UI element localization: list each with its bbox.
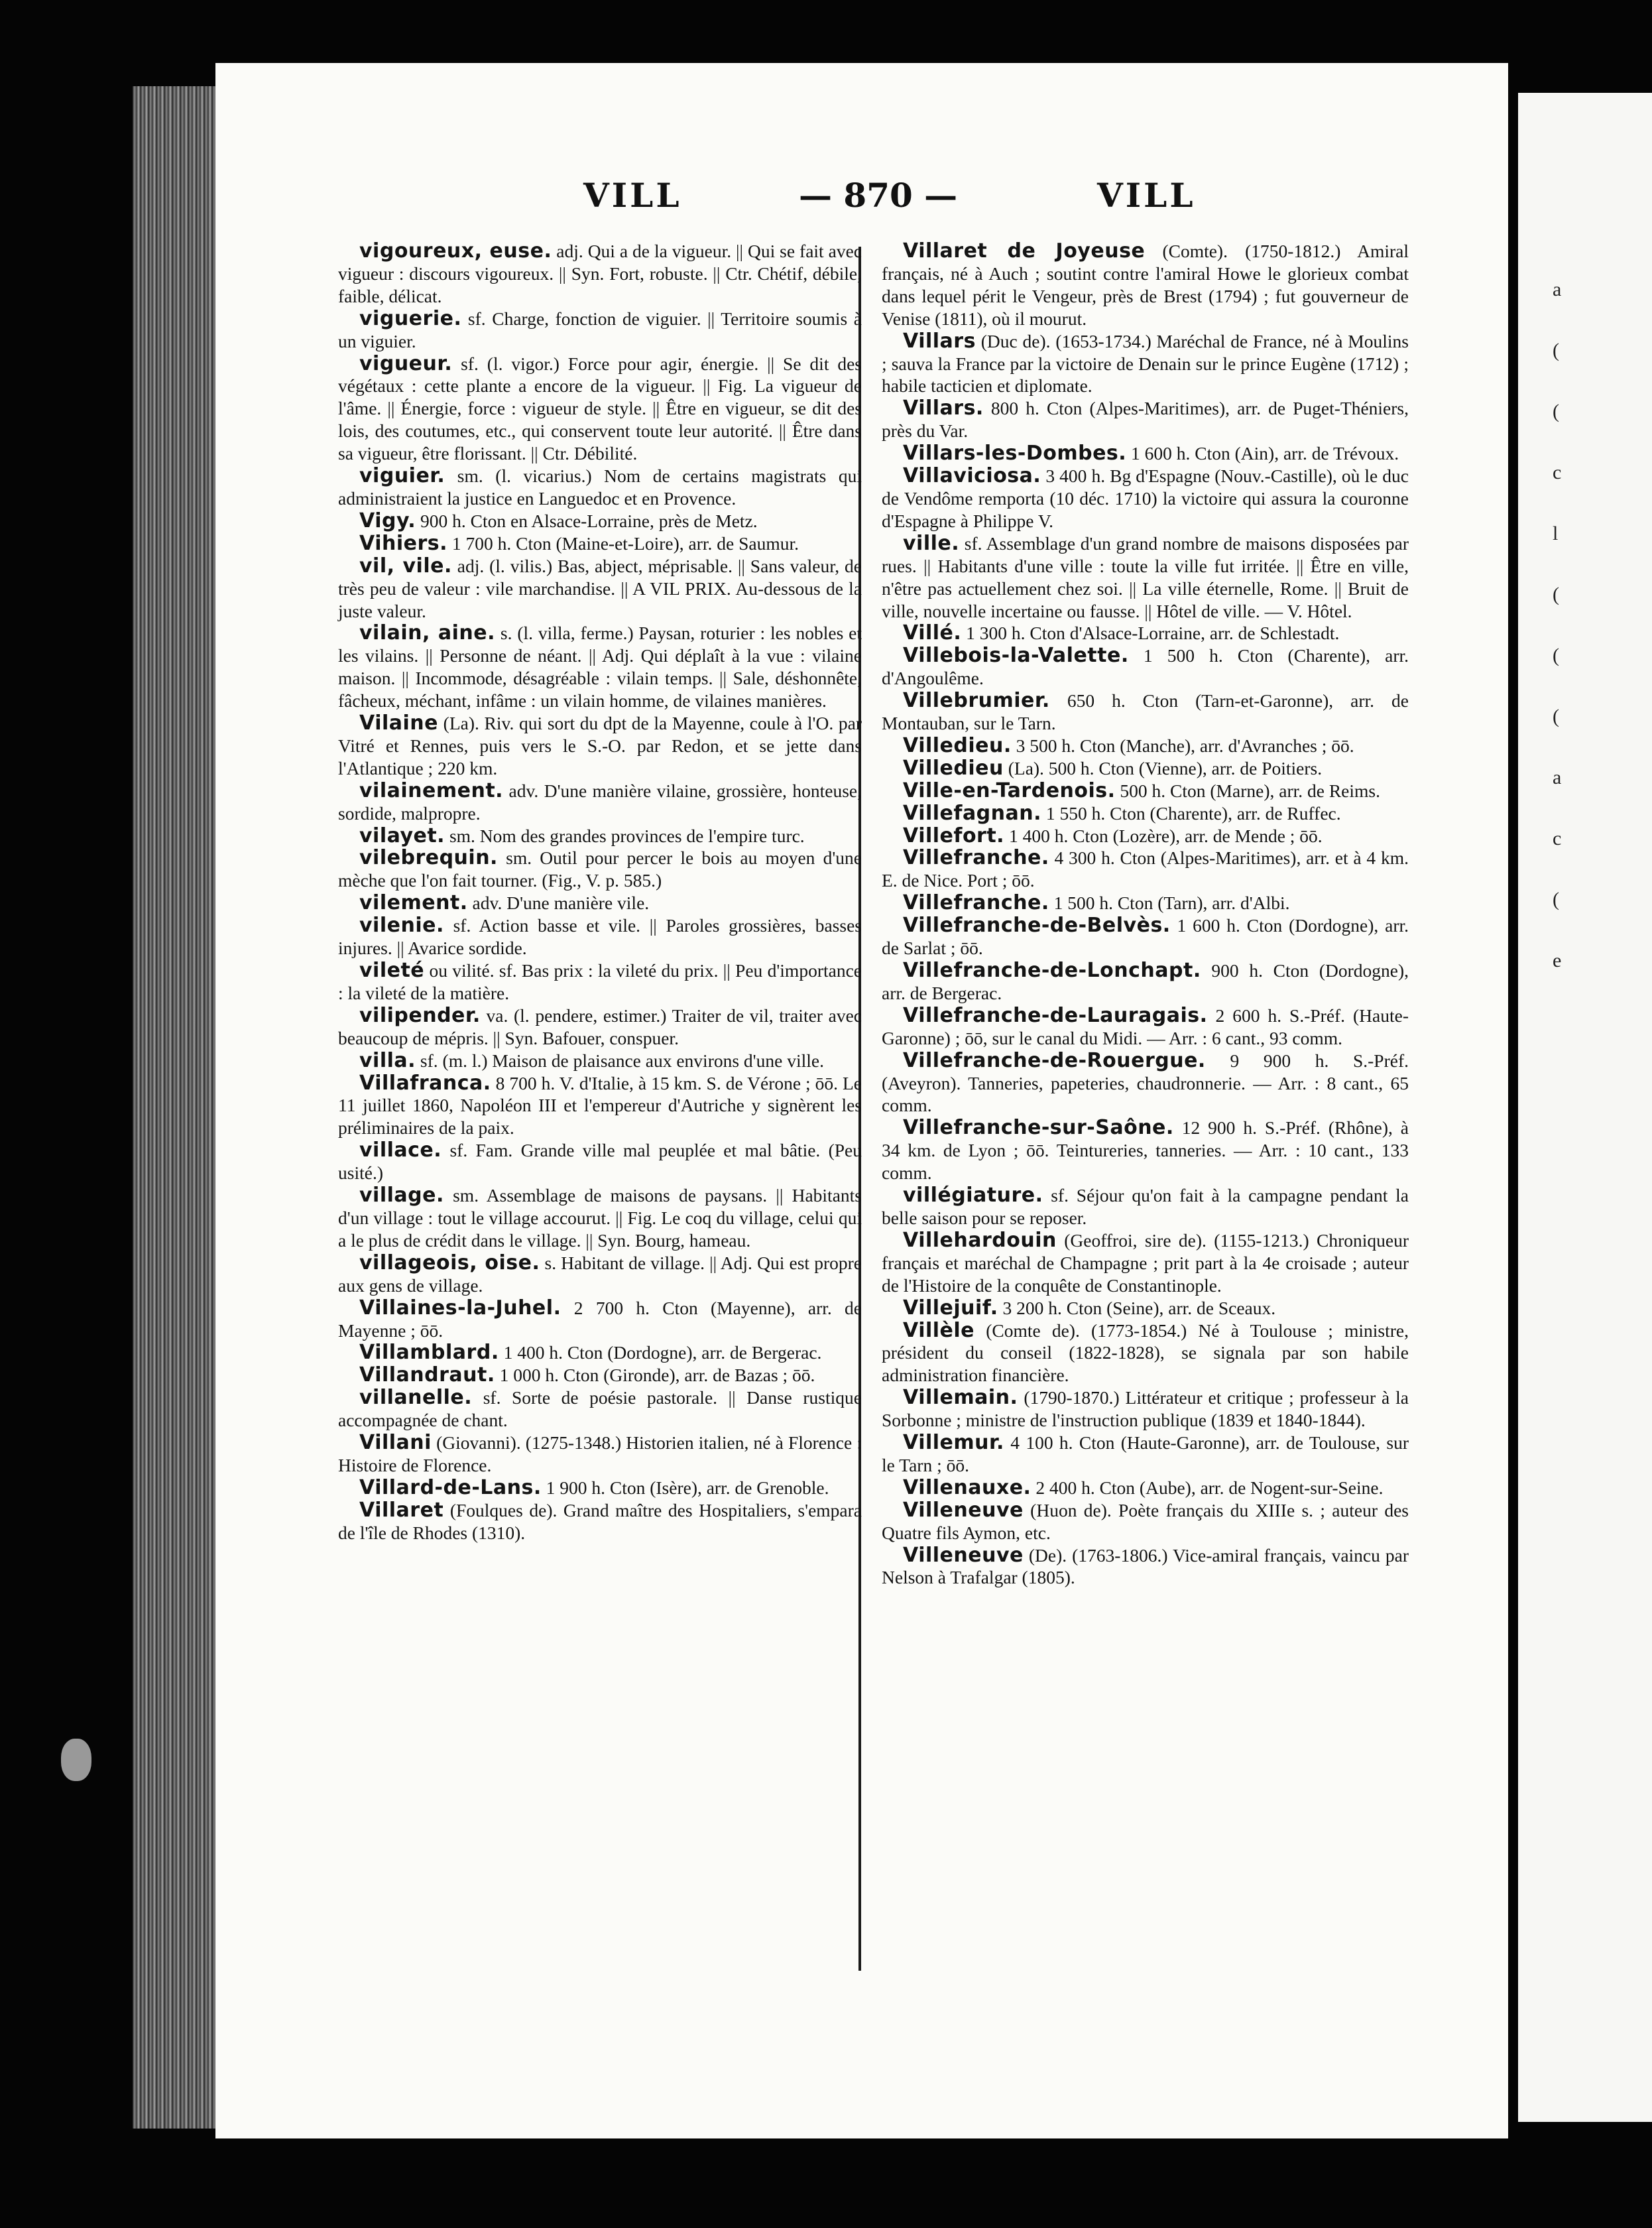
entry-headword: Vihiers. bbox=[359, 531, 448, 555]
dictionary-entry bbox=[882, 1432, 1409, 1477]
dictionary-entry bbox=[338, 712, 862, 780]
entry-headword: Villejuif. bbox=[903, 1296, 998, 1320]
dictionary-entry bbox=[338, 555, 862, 623]
dictionary-entry bbox=[882, 532, 1409, 623]
page-number: — 870 — bbox=[799, 176, 958, 215]
entry-headword: Villefranche. bbox=[903, 891, 1049, 915]
entry-headword: Ville-en-Tardenois. bbox=[903, 778, 1116, 802]
entry-definition: 9 900 h. S.-Préf. (Aveyron). Tanneries, papeteries, chaudronnerie. — Arr. : 8 cant., 65 comm. bbox=[882, 1050, 1409, 1116]
entry-definition: 1 300 h. Cton d'Alsace-Lorraine, arr. de Schlestadt. bbox=[961, 623, 1340, 644]
entry-definition: 1 000 h. Cton (Gironde), arr. de Bazas ; ōō. bbox=[495, 1365, 815, 1386]
entry-headword: vilement. bbox=[359, 891, 468, 915]
entry-definition: (Huon de). Poète français du XIIIe s. ; auteur des Quatre fils Aymon, etc. bbox=[882, 1499, 1409, 1543]
entry-headword: vilayet. bbox=[359, 824, 445, 847]
entry-headword: vilebrequin. bbox=[359, 846, 498, 870]
entry-definition: 1 700 h. Cton (Maine-et-Loire), arr. de Saumur. bbox=[447, 532, 799, 554]
entry-headword: Villard-de-Lans. bbox=[359, 1475, 542, 1499]
dictionary-entry bbox=[882, 1297, 1409, 1320]
entry-headword: villace. bbox=[359, 1139, 442, 1162]
entry-definition: 900 h. Cton en Alsace-Lorraine, près de Metz. bbox=[416, 510, 758, 531]
entry-definition: 2 600 h. S.-Préf. (Haute-Garonne) ; ōō, sur le canal du Midi. — Arr. : 6 cant., 93 comm. bbox=[882, 1005, 1409, 1048]
dictionary-entry bbox=[338, 308, 862, 353]
entry-headword: vileté bbox=[359, 959, 425, 982]
dictionary-entry bbox=[338, 1072, 862, 1140]
entry-headword: Villaines-la-Juhel. bbox=[359, 1296, 561, 1320]
facing-page-fragment: ( bbox=[1553, 706, 1559, 727]
dictionary-entry bbox=[882, 1184, 1409, 1229]
entry-headword: Vilaine bbox=[359, 712, 438, 735]
entry-headword: Villefranche. bbox=[903, 846, 1049, 870]
dictionary-entry bbox=[338, 1364, 862, 1387]
dictionary-entry bbox=[882, 397, 1409, 442]
entry-definition: 500 h. Cton (Marne), arr. de Reims. bbox=[1115, 780, 1380, 801]
running-head-right: VILL bbox=[1097, 176, 1196, 215]
dictionary-entry bbox=[338, 1252, 862, 1297]
entry-headword: Villaret de Joyeuse bbox=[903, 239, 1146, 263]
dictionary-entry bbox=[882, 914, 1409, 959]
entry-headword: Villefranche-de-Rouergue. bbox=[903, 1048, 1206, 1072]
entry-definition: 4 300 h. Cton (Alpes-Maritimes), arr. et à 4 km. E. de Nice. Port ; ōō. bbox=[882, 847, 1409, 891]
dictionary-entry bbox=[338, 240, 862, 308]
entry-definition: sf. Charge, fonction de viguier. || Territoire soumis à un viguier. bbox=[338, 308, 862, 351]
entry-definition: sf. Sorte de poésie pastorale. || Danse rustique accompagnée de chant. bbox=[338, 1387, 862, 1431]
facing-page-fragment: l bbox=[1553, 523, 1559, 544]
entry-headword: Villafranca. bbox=[359, 1071, 491, 1095]
entry-definition: (De). (1763-1806.) Vice-amiral français, vaincu par Nelson à Trafalgar (1805). bbox=[882, 1544, 1409, 1588]
dictionary-entry bbox=[882, 1005, 1409, 1050]
entry-headword: Villaret bbox=[359, 1498, 444, 1522]
entry-definition: sf. Assemblage d'un grand nombre de maisons disposées par rues. || Habitants d'une ville : toute la ville fut irritée. || Être en ville, n'être pas actuellement chez soi. || La ville éternelle, Rome. || Bruit de ville, nouvelle incertaine ou fausse. || Hôtel de ville. — V. Hôtel. bbox=[882, 532, 1409, 621]
entry-headword: Villeneuve bbox=[903, 1498, 1024, 1522]
entry-headword: Villé. bbox=[903, 621, 962, 645]
dictionary-entry bbox=[882, 959, 1409, 1005]
entry-headword: Villemain. bbox=[903, 1386, 1018, 1410]
entry-headword: villanelle. bbox=[359, 1386, 473, 1410]
dictionary-entry bbox=[338, 1499, 862, 1544]
dictionary-entry bbox=[338, 622, 862, 712]
entry-definition: sf. Fam. Grande ville mal peuplée et mal bâtie. (Peu usité.) bbox=[338, 1140, 862, 1184]
entry-definition: 12 900 h. S.-Préf. (Rhône), à 34 km. de Lyon ; ōō. Teintureries, tanneries. — Arr. : 10 cant., 133 comm. bbox=[882, 1117, 1409, 1184]
entry-headword: vil, vile. bbox=[359, 554, 452, 578]
facing-page-fragment: a bbox=[1553, 767, 1562, 788]
facing-page-fragment: c bbox=[1553, 828, 1562, 849]
entry-headword: Villefranche-sur-Saône. bbox=[903, 1116, 1174, 1140]
entry-definition: sf. (l. vigor.) Force pour agir, énergie. || Se dit des végétaux : cette plante a encore de la vigueur. || Fig. La vigueur de l'âme. || Énergie, force : vigueur de style. || Être en vigueur, se dit des lois, des coutumes, etc., qui conservent toute leur autorité. || Être dans sa vigueur, être florissant. || Ctr. Débilité. bbox=[338, 353, 862, 464]
dictionary-entry bbox=[882, 1050, 1409, 1117]
facing-page-fragment: ( bbox=[1553, 340, 1559, 361]
page-edge-strip bbox=[133, 86, 219, 2129]
entry-headword: Villeneuve bbox=[903, 1543, 1024, 1567]
entry-headword: vilainement. bbox=[359, 778, 504, 802]
entry-headword: Villefort. bbox=[903, 824, 1005, 847]
dictionary-entry bbox=[338, 914, 862, 959]
entry-definition: (Comte). (1750-1812.) Amiral français, né à Auch ; soutint contre l'amiral Howe le glorieux combat dans lequel périt le Vengeur, près de Brest (1794) ; fut gouverneur de Venise (1811), où il mourut. bbox=[882, 241, 1409, 329]
entry-definition: sf. (m. l.) Maison de plaisance aux environs d'une ville. bbox=[416, 1050, 824, 1071]
entry-definition: 3 500 h. Cton (Manche), arr. d'Avranches ; ōō. bbox=[1011, 735, 1354, 756]
entry-headword: Villebrumier. bbox=[903, 689, 1050, 713]
dictionary-entry bbox=[338, 1477, 862, 1499]
entry-headword: Villefranche-de-Lonchapt. bbox=[903, 959, 1201, 982]
entry-definition: (Duc de). (1653-1734.) Maréchal de France, né à Moulins ; sauva la France par la victoire de Denain sur le prince Eugène (1712) ; habile tacticien et diplomate. bbox=[882, 330, 1409, 397]
dictionary-entry bbox=[338, 465, 862, 510]
entry-definition: sf. Action basse et vile. || Paroles grossières, basses injures. || Avarice sordide. bbox=[338, 915, 862, 959]
dictionary-entry bbox=[882, 802, 1409, 825]
entry-definition: 1 600 h. Cton (Ain), arr. de Trévoux. bbox=[1126, 443, 1399, 464]
entry-definition: 1 400 h. Cton (Dordogne), arr. de Bergerac. bbox=[499, 1342, 822, 1363]
entry-headword: Villefranche-de-Lauragais. bbox=[903, 1003, 1208, 1027]
left-column bbox=[338, 240, 862, 1544]
dictionary-entry bbox=[882, 780, 1409, 802]
entry-headword: ville. bbox=[903, 531, 960, 555]
entry-definition: 1 500 h. Cton (Tarn), arr. d'Albi. bbox=[1049, 893, 1290, 914]
entry-headword: vigueur. bbox=[359, 351, 453, 375]
entry-definition: 650 h. Cton (Tarn-et-Garonne), arr. de Montauban, sur le Tarn. bbox=[882, 690, 1409, 734]
dictionary-entry bbox=[882, 757, 1409, 780]
entry-definition: 8 700 h. V. d'Italie, à 15 km. S. de Vérone ; ōō. Le 11 juillet 1860, Napoléon III et l'empereur d'Autriche y signèrent les préliminaires de la paix. bbox=[338, 1072, 862, 1139]
entry-definition: sf. Séjour qu'on fait à la campagne pendant la belle saison pour se reposer. bbox=[882, 1185, 1409, 1228]
facing-page-fragment: ( bbox=[1553, 401, 1559, 422]
dictionary-entry bbox=[882, 330, 1409, 398]
entry-definition: 1 500 h. Cton (Charente), arr. d'Angoulême. bbox=[882, 645, 1409, 689]
entry-definition: (La). Riv. qui sort du dpt de la Mayenne, coule à l'O. par Vitré et Rennes, puis vers le S.-O. par Redon, et se jette dans l'Atlantique ; 220 km. bbox=[338, 713, 862, 778]
dictionary-entry bbox=[338, 1297, 862, 1342]
entry-headword: viguier. bbox=[359, 464, 445, 488]
facing-page-fragment: ( bbox=[1553, 584, 1559, 605]
entry-headword: Villani bbox=[359, 1431, 432, 1455]
entry-definition: sm. Nom des grandes provinces de l'empire turc. bbox=[445, 825, 805, 846]
entry-headword: Villars-les-Dombes. bbox=[903, 442, 1127, 465]
entry-definition: 4 100 h. Cton (Haute-Garonne), arr. de Toulouse, sur le Tarn ; ōō. bbox=[882, 1432, 1409, 1475]
scan-speck bbox=[61, 1739, 91, 1781]
dictionary-entry bbox=[882, 465, 1409, 532]
entry-definition: 3 400 h. Bg d'Espagne (Nouv.-Castille), où le duc de Vendôme remporta (10 déc. 1710) la victoire qui assura la couronne d'Espagne à Philippe V. bbox=[882, 465, 1409, 531]
dictionary-entry bbox=[882, 240, 1409, 330]
entry-headword: vigoureux, euse. bbox=[359, 239, 552, 263]
facing-page-fragment: ( bbox=[1553, 889, 1559, 910]
entry-definition: (La). 500 h. Cton (Vienne), arr. de Poitiers. bbox=[1003, 757, 1323, 778]
entry-headword: Villefagnan. bbox=[903, 801, 1042, 825]
entry-definition: (1790-1870.) Littérateur et critique ; professeur à la Sorbonne ; ministre de l'instruction publique (1839 et 1840-1844). bbox=[882, 1387, 1409, 1431]
facing-page-fragment: a bbox=[1553, 278, 1562, 300]
entry-headword: Villaviciosa. bbox=[903, 464, 1041, 488]
entry-definition: va. (l. pendere, estimer.) Traiter de vil, traiter avec beaucoup de mépris. || Syn. Bafouer, conspuer. bbox=[338, 1005, 862, 1048]
entry-definition: adj. Qui a de la vigueur. || Qui se fait avec vigueur : discours vigoureux. || Syn. Fort, robuste. || Ctr. Chétif, débile, faible, délicat. bbox=[338, 241, 862, 306]
dictionary-entry bbox=[338, 1050, 862, 1072]
dictionary-entry bbox=[882, 1477, 1409, 1499]
entry-headword: Villefranche-de-Belvès. bbox=[903, 914, 1171, 938]
entry-headword: Villehardouin bbox=[903, 1228, 1057, 1252]
facing-page-edge bbox=[1518, 93, 1652, 2122]
entry-headword: Villars bbox=[903, 329, 976, 353]
entry-definition: sm. Assemblage de maisons de paysans. || Habitants d'un village : tout le village accourut. || Fig. Le coq du village, celui qui a le plus de crédit dans le village. || Syn. Bourg, hameau. bbox=[338, 1185, 862, 1251]
dictionary-entry bbox=[882, 442, 1409, 465]
entry-definition: ou vilité. sf. Bas prix : la vileté du prix. || Peu d'importance : la vileté de la matière. bbox=[338, 960, 862, 1003]
entry-definition: s. (l. villa, ferme.) Paysan, roturier : les nobles et les vilains. || Personne de néant. || Adj. Qui déplaît à la vue : vilaine maison. || Incommode, désagréable : vilain temps. || Sale, déshonnête, fâcheux, méchant, infâme : un vilain homme, de vilaines manières. bbox=[338, 623, 862, 712]
entry-definition: 1 400 h. Cton (Lozère), arr. de Mende ; ōō. bbox=[1004, 825, 1323, 846]
entry-definition: (Foulques de). Grand maître des Hospitaliers, s'empara de l'île de Rhodes (1310). bbox=[338, 1499, 862, 1543]
entry-headword: Villebois-la-Valette. bbox=[903, 644, 1129, 668]
dictionary-entry bbox=[338, 847, 862, 892]
entry-headword: Villèle bbox=[903, 1318, 975, 1342]
right-column bbox=[882, 240, 1409, 1589]
dictionary-entry bbox=[882, 847, 1409, 892]
entry-headword: villa. bbox=[359, 1048, 416, 1072]
dictionary-entry bbox=[338, 1341, 862, 1364]
dictionary-entry bbox=[882, 645, 1409, 690]
dictionary-entry bbox=[882, 735, 1409, 757]
dictionary-entry bbox=[882, 1499, 1409, 1544]
entry-headword: Vigy. bbox=[359, 509, 416, 532]
facing-page-fragment: c bbox=[1553, 462, 1562, 483]
entry-headword: vilenie. bbox=[359, 914, 444, 938]
entry-definition: s. Habitant de village. || Adj. Qui est propre aux gens de village. bbox=[338, 1252, 862, 1296]
dictionary-entry bbox=[882, 690, 1409, 735]
entry-headword: vilain, aine. bbox=[359, 621, 495, 645]
entry-headword: vilipender. bbox=[359, 1003, 481, 1027]
running-head-left: VILL bbox=[583, 176, 682, 215]
entry-headword: Villedieu. bbox=[903, 733, 1012, 757]
entry-definition: adv. D'une manière vilaine, grossière, honteuse, sordide, malpropre. bbox=[338, 780, 862, 824]
entry-headword: village. bbox=[359, 1184, 444, 1207]
entry-definition: sm. (l. vicarius.) Nom de certains magistrats qui administraient la justice en Languedoc et en Provence. bbox=[338, 465, 862, 509]
entry-definition: (Giovanni). (1275-1348.) Historien italien, né à Florence : Histoire de Florence. bbox=[338, 1432, 862, 1475]
dictionary-entry bbox=[882, 1229, 1409, 1297]
entry-definition: adv. D'une manière vile. bbox=[467, 893, 650, 914]
facing-page-fragment: e bbox=[1553, 950, 1562, 971]
dictionary-entry bbox=[338, 1184, 862, 1252]
entry-headword: Villandraut. bbox=[359, 1363, 495, 1387]
entry-definition: (Comte de). (1773-1854.) Né à Toulouse ; ministre, président du conseil (1822-1828), se signala par son habile administration financière. bbox=[882, 1320, 1409, 1386]
entry-definition: 900 h. Cton (Dordogne), arr. de Bergerac. bbox=[882, 960, 1409, 1003]
dictionary-entry bbox=[338, 780, 862, 825]
entry-headword: viguerie. bbox=[359, 306, 462, 330]
entry-headword: Villedieu bbox=[903, 756, 1004, 780]
dictionary-entry bbox=[338, 1432, 862, 1477]
entry-headword: Villars. bbox=[903, 397, 984, 420]
entry-definition: sm. Outil pour percer le bois au moyen d'une mèche que l'on fait tourner. (Fig., V. p. 585.) bbox=[338, 847, 862, 891]
facing-page-fragment: ( bbox=[1553, 645, 1559, 666]
entry-definition: 1 550 h. Cton (Charente), arr. de Ruffec. bbox=[1041, 802, 1341, 824]
dictionary-entry bbox=[338, 959, 862, 1005]
dictionary-entry bbox=[338, 532, 862, 555]
entry-headword: Villamblard. bbox=[359, 1341, 499, 1365]
dictionary-entry bbox=[882, 1544, 1409, 1589]
entry-definition: adj. (l. vilis.) Bas, abject, méprisable. || Sans valeur, de très peu de valeur : vile marchandise. || A VIL PRIX. Au-dessous de la juste valeur. bbox=[338, 555, 862, 621]
entry-definition: (Geoffroi, sire de). (1155-1213.) Chroniqueur français et maréchal de Champagne ; prit part à la 4e croisade ; auteur de l'Histoire de la conquête de Constantinople. bbox=[882, 1229, 1409, 1296]
entry-headword: Villenauxe. bbox=[903, 1475, 1032, 1499]
dictionary-entry bbox=[338, 1139, 862, 1184]
entry-definition: 1 600 h. Cton (Dordogne), arr. de Sarlat ; ōō. bbox=[882, 915, 1409, 959]
dictionary-entry bbox=[338, 510, 862, 532]
entry-definition: 2 400 h. Cton (Aube), arr. de Nogent-sur-Seine. bbox=[1031, 1477, 1384, 1498]
dictionary-entry bbox=[882, 1387, 1409, 1432]
dictionary-entry bbox=[882, 892, 1409, 914]
dictionary-entry bbox=[338, 825, 862, 847]
entry-definition: 3 200 h. Cton (Seine), arr. de Sceaux. bbox=[998, 1297, 1276, 1318]
entry-headword: villageois, oise. bbox=[359, 1251, 540, 1274]
dictionary-entry bbox=[882, 622, 1409, 645]
entry-headword: villégiature. bbox=[903, 1184, 1043, 1207]
entry-definition: 1 900 h. Cton (Isère), arr. de Grenoble. bbox=[541, 1477, 829, 1498]
entry-definition: 800 h. Cton (Alpes-Maritimes), arr. de Puget-Théniers, près du Var. bbox=[882, 398, 1409, 442]
dictionary-entry bbox=[882, 1320, 1409, 1387]
entry-headword: Villemur. bbox=[903, 1431, 1004, 1455]
dictionary-entry bbox=[338, 1005, 862, 1050]
dictionary-entry bbox=[338, 353, 862, 465]
entry-definition: 2 700 h. Cton (Mayenne), arr. de Mayenne ; ōō. bbox=[338, 1297, 862, 1341]
dictionary-entry bbox=[882, 825, 1409, 847]
dictionary-entry bbox=[338, 892, 862, 914]
dictionary-entry bbox=[882, 1117, 1409, 1184]
dictionary-entry bbox=[338, 1387, 862, 1432]
